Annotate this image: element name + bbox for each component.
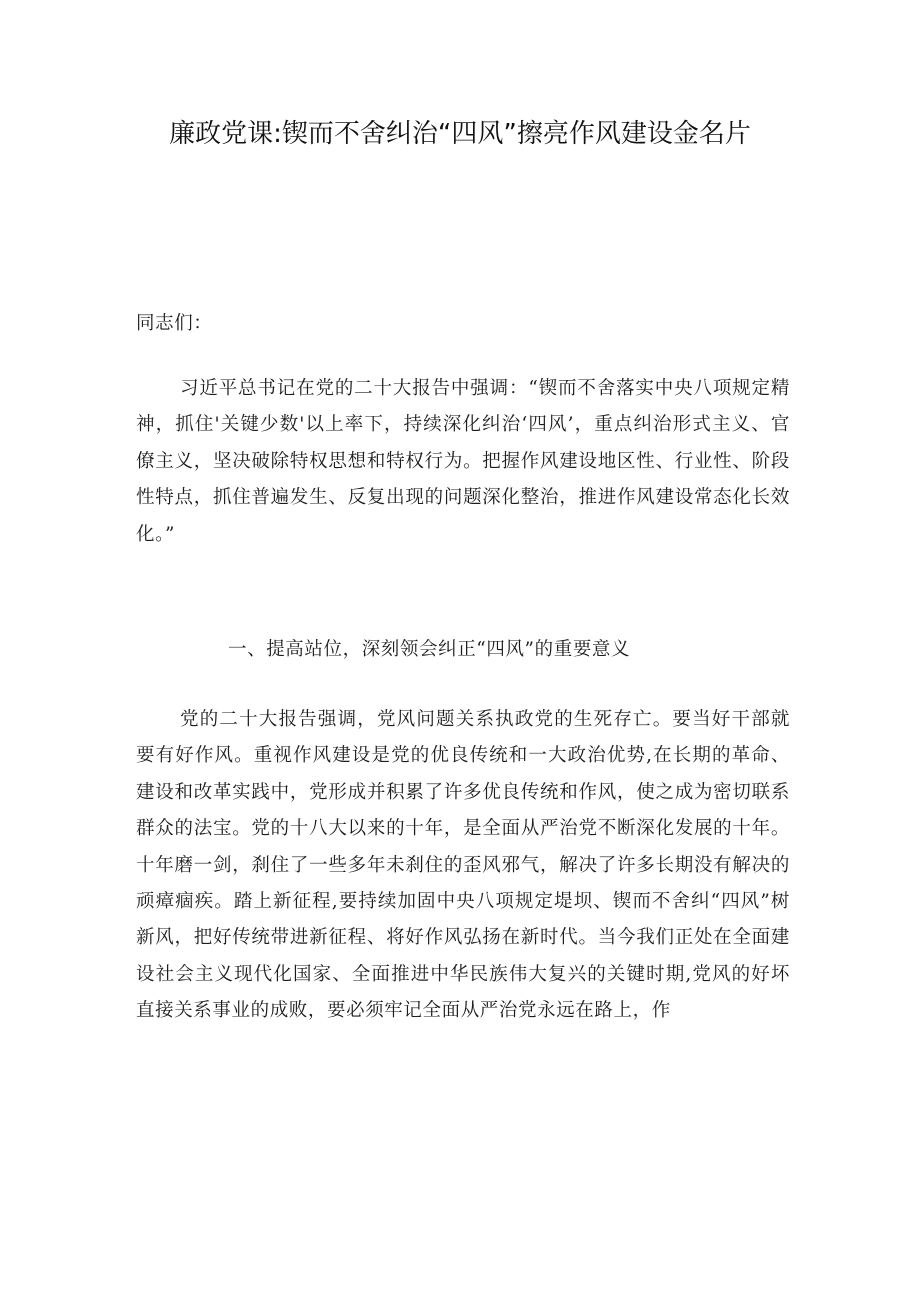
document-title: 廉政党课:锲而不舍纠治“四风”擦亮作风建设金名片 [169, 119, 751, 149]
paragraph-body: 党的二十大报告强调，党风问题关系执政党的生死存亡。要当好干部就要有好作风。重视作风建设是党的优良传统和一大政治优势,在长期的革命、建设和改革实践中，党形成并积累了许多优良传统和作风，使之成为密切联系群众的法宝。党的十八大以来的十年，是全面从严治党不断深化发展的十年。十年磨一剑，刹住了一些多年未刹住的歪风邪气，解决了许多长期没有解决的顽瘴痼疾。踏上新征程,要持续加固中央八项规定堤坝、锲而不舍纠“四风”树新风，把好传统带进新征程、将好作风弘扬在新时代。当今我们正处在全面建设社会主义现代化国家、全面推进中华民族伟大复兴的关键时期,党风的好坏直接关系事业的成败，要必须牢记全面从严治党永远在路上，作 [136, 709, 790, 1022]
salutation: 同志们： [136, 313, 213, 334]
paragraph-quote: 习近平总书记在党的二十大报告中强调：“锲而不舍落实中央八项规定精神，抓住'关键少数'以上率下，持续深化纠治‘四风’，重点纠治形式主义、官僚主义，坚决破除特权思想和特权行为。把握作风建设地区性、行业性、阶段性特点，抓住普遍发生、反复出现的问题深化整治，推进作风建设常态化长效化。” [136, 378, 790, 545]
section-heading: 一、提高站位，深刻领会纠正“四风”的重要意义 [228, 639, 631, 660]
